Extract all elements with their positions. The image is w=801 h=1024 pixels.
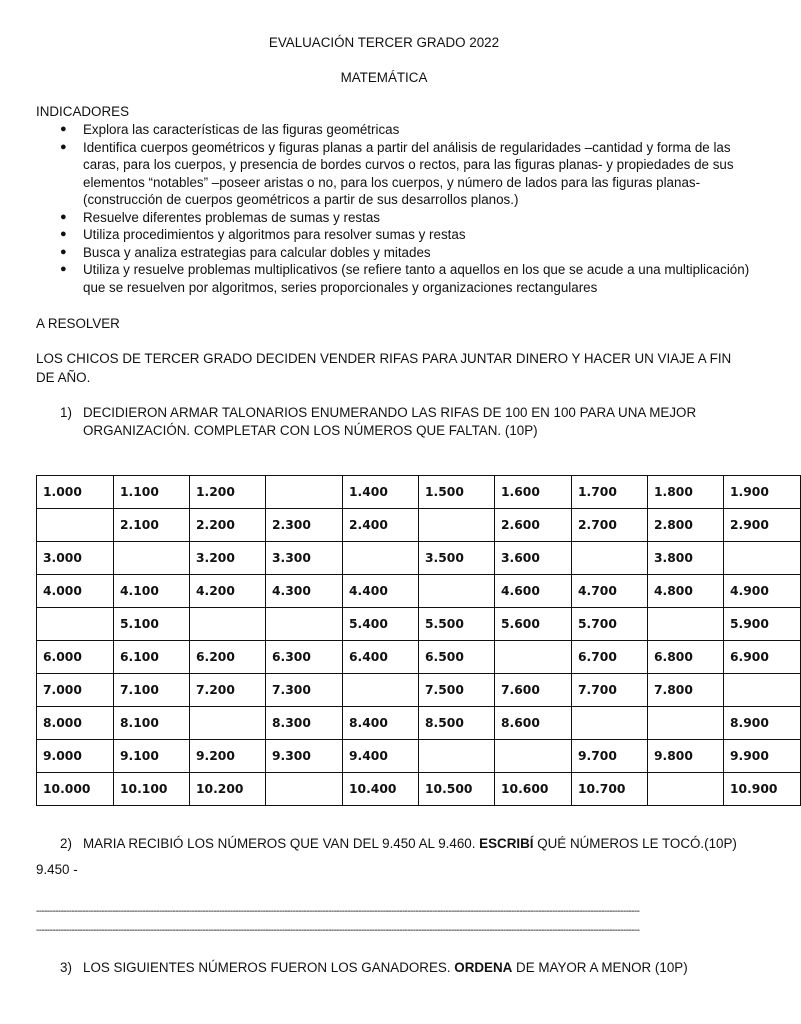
indicator-item: ● Resuelve diferentes problemas de sumas y restas <box>83 209 763 227</box>
number-cell: 8.600 <box>495 707 572 740</box>
number-cell: 7.500 <box>419 674 495 707</box>
number-cell: 7.700 <box>572 674 648 707</box>
number-cell: 5.600 <box>495 608 572 641</box>
number-cell: 1.500 <box>419 476 495 509</box>
number-cell: 1.000 <box>37 476 114 509</box>
number-cell: 3.200 <box>190 542 266 575</box>
number-cell: 9.300 <box>266 740 343 773</box>
number-cell: 2.200 <box>190 509 266 542</box>
question-text-part: MARIA RECIBIÓ LOS NÚMEROS QUE VAN DEL 9.450 AL 9.460. <box>83 836 480 851</box>
question-keyword: ORDENA <box>454 960 513 975</box>
blank-cell[interactable] <box>572 707 648 740</box>
number-cell: 8.400 <box>343 707 419 740</box>
number-cell: 9.100 <box>114 740 190 773</box>
question-number: 1) <box>60 405 72 420</box>
blank-cell[interactable] <box>343 542 419 575</box>
document-title: EVALUACIÓN TERCER GRADO 2022 <box>268 35 500 50</box>
question-number: 3) <box>60 960 72 975</box>
number-cell: 6.100 <box>114 641 190 674</box>
number-cell: 8.900 <box>724 707 801 740</box>
blank-cell[interactable] <box>37 509 114 542</box>
table-row <box>37 608 801 641</box>
table-row <box>37 641 801 674</box>
number-cell: 6.800 <box>648 641 724 674</box>
resolve-heading: A RESOLVER <box>36 316 120 331</box>
number-cell: 9.000 <box>37 740 114 773</box>
number-cell: 10.000 <box>37 773 114 806</box>
number-cell: 3.800 <box>648 542 724 575</box>
number-cell: 4.600 <box>495 575 572 608</box>
number-cell: 6.300 <box>266 641 343 674</box>
blank-cell[interactable] <box>648 773 724 806</box>
number-cell: 4.300 <box>266 575 343 608</box>
number-cell: 3.600 <box>495 542 572 575</box>
number-cell: 8.000 <box>37 707 114 740</box>
number-cell: 10.400 <box>343 773 419 806</box>
number-cell: 10.100 <box>114 773 190 806</box>
indicator-item: ● Explora las características de las figuras geométricas <box>83 121 763 139</box>
blank-cell[interactable] <box>419 740 495 773</box>
question-keyword: ESCRIBÍ <box>479 836 534 851</box>
table-row <box>37 476 801 509</box>
indicator-item: ● Busca y analiza estrategias para calcular dobles y mitades <box>83 244 763 262</box>
question-2 <box>60 835 740 853</box>
number-cell: 10.900 <box>724 773 801 806</box>
blank-cell[interactable] <box>419 509 495 542</box>
number-cell: 9.700 <box>572 740 648 773</box>
question-text-part: DE MAYOR A MENOR (10P) <box>512 960 688 975</box>
number-cell: 4.400 <box>343 575 419 608</box>
intro-paragraph: LOS CHICOS DE TERCER GRADO DECIDEN VENDER RIFAS PARA JUNTAR DINERO Y HACER UN VIAJE A FIN DE AÑO. <box>36 351 732 385</box>
blank-cell[interactable] <box>572 542 648 575</box>
number-cell: 6.400 <box>343 641 419 674</box>
number-cell: 3.500 <box>419 542 495 575</box>
number-cell: 4.900 <box>724 575 801 608</box>
blank-cell[interactable] <box>724 674 801 707</box>
number-cell: 7.000 <box>37 674 114 707</box>
question-1 <box>60 404 740 439</box>
table-row <box>37 674 801 707</box>
table-row <box>37 575 801 608</box>
blank-cell[interactable] <box>419 575 495 608</box>
number-cell: 4.700 <box>572 575 648 608</box>
number-cell: 8.100 <box>114 707 190 740</box>
number-cell: 7.800 <box>648 674 724 707</box>
question-text-part: LOS SIGUIENTES NÚMEROS FUERON LOS GANADORES. <box>83 960 455 975</box>
number-cell: 2.400 <box>343 509 419 542</box>
number-cell: 2.900 <box>724 509 801 542</box>
blank-cell[interactable] <box>648 608 724 641</box>
number-cell: 1.600 <box>495 476 572 509</box>
number-cell: 6.900 <box>724 641 801 674</box>
number-cell: 1.200 <box>190 476 266 509</box>
blank-cell[interactable] <box>190 608 266 641</box>
number-cell: 3.000 <box>37 542 114 575</box>
indicator-item: ● Utiliza y resuelve problemas multiplicativos (se refiere tanto a aquellos en los que se acude a una multiplicación) que se resuelven por algoritmos, series proporcionales y organizaciones rectangulares <box>83 261 763 296</box>
table-row <box>37 740 801 773</box>
blank-cell[interactable] <box>495 641 572 674</box>
blank-cell[interactable] <box>266 773 343 806</box>
number-cell: 1.800 <box>648 476 724 509</box>
number-cell: 5.900 <box>724 608 801 641</box>
number-cell: 4.000 <box>37 575 114 608</box>
number-cell: 6.000 <box>37 641 114 674</box>
number-cell: 1.700 <box>572 476 648 509</box>
number-cell: 10.700 <box>572 773 648 806</box>
number-cell: 2.600 <box>495 509 572 542</box>
blank-cell[interactable] <box>37 608 114 641</box>
number-cell: 7.100 <box>114 674 190 707</box>
answer-start: 9.450 - <box>36 862 78 877</box>
blank-cell[interactable] <box>724 542 801 575</box>
number-cell: 5.500 <box>419 608 495 641</box>
number-cell: 5.700 <box>572 608 648 641</box>
number-cell: 7.600 <box>495 674 572 707</box>
number-cell: 9.400 <box>343 740 419 773</box>
number-cell: 1.100 <box>114 476 190 509</box>
number-cell: 2.700 <box>572 509 648 542</box>
number-cell: 2.100 <box>114 509 190 542</box>
number-cell: 2.800 <box>648 509 724 542</box>
number-cell: 9.200 <box>190 740 266 773</box>
number-cell: 9.800 <box>648 740 724 773</box>
answer-line[interactable]: ----------------------------------------------------------------------------------------------------------------------------------------------------------------------------------------------------------------------------- <box>36 906 640 917</box>
blank-cell[interactable] <box>648 707 724 740</box>
number-cell: 9.900 <box>724 740 801 773</box>
number-cell: 4.800 <box>648 575 724 608</box>
raffle-number-table <box>36 475 801 806</box>
number-cell: 6.500 <box>419 641 495 674</box>
number-cell: 6.700 <box>572 641 648 674</box>
number-cell: 5.100 <box>114 608 190 641</box>
number-cell: 10.500 <box>419 773 495 806</box>
table-row <box>37 773 801 806</box>
table-row <box>37 542 801 575</box>
blank-cell[interactable] <box>266 608 343 641</box>
blank-cell[interactable] <box>495 740 572 773</box>
number-cell: 6.200 <box>190 641 266 674</box>
answer-line[interactable]: ----------------------------------------------------------------------------------------------------------------------------------------------------------------------------------------------------------------------------- <box>36 925 640 936</box>
indicator-item: ● Identifica cuerpos geométricos y figuras planas a partir del análisis de regularidades –cantidad y forma de las caras, para los cuerpos, y presencia de bordes curvos o rectos, para las figuras planas- y propiedades de sus elementos “notables” –poseer aristas o no, para los cuerpos, y número de lados para las figuras planas- (construcción de cuerpos geométricos a partir de sus desarrollos planos.) <box>83 139 763 209</box>
number-cell: 2.300 <box>266 509 343 542</box>
number-cell: 10.600 <box>495 773 572 806</box>
number-cell: 3.300 <box>266 542 343 575</box>
blank-cell[interactable] <box>114 542 190 575</box>
indicators-list <box>60 121 763 296</box>
indicators-heading: INDICADORES <box>36 104 130 119</box>
table-row <box>37 707 801 740</box>
number-cell: 7.200 <box>190 674 266 707</box>
question-text: DECIDIERON ARMAR TALONARIOS ENUMERANDO LAS RIFAS DE 100 EN 100 PARA UNA MEJOR ORGANIZACIÓN. COMPLETAR CON LOS NÚMEROS QUE FALTAN. (10P) <box>83 405 697 438</box>
indicator-item: ● Utiliza procedimientos y algoritmos para resolver sumas y restas <box>83 226 763 244</box>
number-cell: 7.300 <box>266 674 343 707</box>
blank-cell[interactable] <box>266 476 343 509</box>
number-cell: 4.200 <box>190 575 266 608</box>
question-3 <box>60 959 740 977</box>
question-number: 2) <box>60 836 72 851</box>
subject-title: MATEMÁTICA <box>340 70 428 85</box>
number-cell: 8.300 <box>266 707 343 740</box>
question-text-part: QUÉ NÚMEROS LE TOCÓ.(10P) <box>533 836 737 851</box>
question-text <box>83 959 740 977</box>
number-cell: 10.200 <box>190 773 266 806</box>
table-row <box>37 509 801 542</box>
number-cell: 5.400 <box>343 608 419 641</box>
question-text <box>83 835 740 853</box>
blank-cell[interactable] <box>190 707 266 740</box>
number-cell: 8.500 <box>419 707 495 740</box>
number-cell: 4.100 <box>114 575 190 608</box>
number-cell: 1.400 <box>343 476 419 509</box>
blank-cell[interactable] <box>343 674 419 707</box>
number-cell: 1.900 <box>724 476 801 509</box>
